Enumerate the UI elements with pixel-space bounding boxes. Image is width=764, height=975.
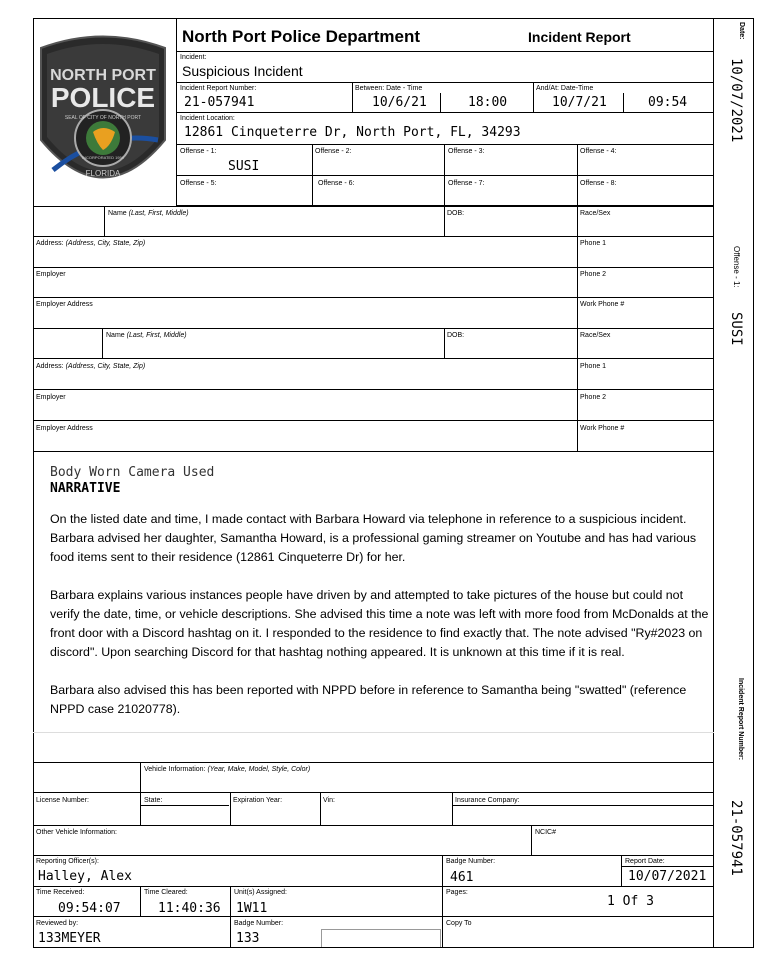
department-title: North Port Police Department (182, 27, 421, 46)
between-time: 18:00 (468, 95, 508, 110)
incident-label: Incident: (180, 54, 207, 61)
offense-1-value: SUSI (228, 159, 260, 174)
badge-state-text: FLORIDA (85, 169, 121, 178)
reporting-officer-label: Reporting Officer(s): (36, 858, 99, 865)
vehicle-info-label: Vehicle Information: (Year, Make, Model, Style, Color) (144, 766, 311, 773)
reviewed-by-value: 133MEYER (38, 931, 101, 946)
person2-phone1-label: Phone 1 (580, 363, 607, 370)
narrative-paragraph-2: Barbara explains various instances people have driven by and attempted to take pictures of the house but could not verify the date, time, or vehicle descriptions. She advised this time a note was left with more food from McDonalds at the front door with a Discord hashtag on it. I responded to the residence to find exactly that. The note advised "Ry#2023 on discord". Upon searching Discord for that hashtag nothing appeared. It is unknown at this time if it is real. (50, 588, 709, 659)
side-date-value: 10/07/2021 (728, 58, 744, 143)
offense-7-label: Offense - 7: (448, 180, 485, 187)
expiration-year-label: Expiration Year: (233, 797, 283, 804)
reviewer-badge-box (321, 929, 441, 947)
person1-address-label: Address: (Address, City, State, Zip) (36, 240, 146, 247)
copy-to-label: Copy To (446, 920, 472, 927)
offense-3-label: Offense - 3: (448, 148, 485, 155)
person1-name-label: Name (Last, First, Middle) (108, 210, 189, 217)
units-assigned-label: Unit(s) Assigned: (234, 889, 287, 896)
narrative-heading: NARRATIVE (50, 481, 121, 496)
incident-value: Suspicious Incident (182, 63, 303, 79)
person2-employer-label: Employer (36, 394, 66, 401)
person2-phone2-label: Phone 2 (580, 394, 607, 401)
pages-label: Pages: (446, 889, 468, 896)
license-number-label: License Number: (36, 797, 89, 804)
report-type-title: Incident Report (528, 29, 631, 45)
insurance-company-label: Insurance Company: (455, 797, 520, 804)
offense-1-label: Offense - 1: (180, 148, 217, 155)
vin-label: Vin: (323, 797, 335, 804)
reviewer-badge-label: Badge Number: (234, 920, 284, 927)
person2-address-label: Address: (Address, City, State, Zip) (36, 363, 146, 370)
pages-value: 1 Of 3 (607, 894, 654, 909)
officer-badge-value: 461 (450, 870, 474, 885)
time-cleared-label: Time Cleared: (144, 889, 188, 896)
report-date-label: Report Date: (625, 858, 665, 865)
side-report-number-label: Incident Report Number: (737, 678, 744, 761)
between-date: 10/6/21 (372, 95, 427, 110)
units-assigned-value: 1W11 (236, 901, 268, 916)
police-badge-logo (33, 20, 173, 206)
person1-phone2-label: Phone 2 (580, 271, 607, 278)
narrative-paragraph-1: On the listed date and time, I made contact with Barbara Howard via telephone in reference to a suspicious incident. Barbara advised her daughter, Samantha Howard, is a professional gaming streamer on Youtube and has had various food items sent to their residence (12861 Cinqueterre Dr) for her. (50, 512, 697, 564)
reporting-officer-value: Halley, Alex (38, 869, 132, 884)
time-received-value: 09:54:07 (58, 901, 121, 916)
side-offense-value: SUSI (728, 312, 744, 346)
reviewed-by-label: Reviewed by: (36, 920, 79, 927)
and-at-date: 10/7/21 (552, 95, 607, 110)
report-number-label: Incident Report Number: (180, 85, 257, 92)
location-label: Incident Location: (180, 115, 235, 122)
reviewer-badge-value: 133 (236, 931, 260, 946)
time-cleared-value: 11:40:36 (158, 901, 221, 916)
badge-main-text: POLICE (50, 82, 156, 113)
side-report-number-value: 21-057941 (728, 800, 744, 876)
body-worn-camera-note: Body Worn Camera Used (50, 465, 215, 480)
person1-work-phone-label: Work Phone # (580, 301, 625, 308)
person2-work-phone-label: Work Phone # (580, 425, 625, 432)
person2-dob-label: DOB: (447, 332, 465, 339)
person1-dob-label: DOB: (447, 210, 465, 217)
person2-name-label: Name (Last, First, Middle) (106, 332, 187, 339)
badge-incorporated-text: INCORPORATED 1959 (82, 155, 124, 160)
person1-employer-address-label: Employer Address (36, 301, 93, 308)
narrative-paragraph-3: Barbara also advised this has been reported with NPPD before in reference to Samantha being "swatted" (reference NPPD case 21020778). (50, 683, 687, 716)
person1-employer-label: Employer (36, 271, 66, 278)
person1-race-sex-label: Race/Sex (580, 210, 611, 217)
side-date-label: Date: (738, 22, 745, 40)
offense-6-label: Offense - 6: (318, 180, 355, 187)
other-vehicle-info-label: Other Vehicle Information: (36, 829, 117, 836)
person1-phone1-label: Phone 1 (580, 240, 607, 247)
narrative-body (50, 510, 710, 738)
offense-2-label: Offense - 2: (315, 148, 352, 155)
and-at-time: 09:54 (648, 95, 688, 110)
person2-race-sex-label: Race/Sex (580, 332, 611, 339)
offense-4-label: Offense - 4: (580, 148, 617, 155)
person2-employer-address-label: Employer Address (36, 425, 93, 432)
side-offense-label: Offense - 1: (732, 246, 741, 288)
offense-5-label: Offense - 5: (180, 180, 217, 187)
report-date-value: 10/07/2021 (628, 869, 707, 884)
time-received-label: Time Received: (36, 889, 85, 896)
officer-badge-label: Badge Number: (446, 858, 496, 865)
state-label: State: (144, 797, 163, 804)
location-value: 12861 Cinqueterre Dr, North Port, FL, 34293 (184, 125, 521, 140)
ncic-label: NCIC# (535, 829, 557, 836)
between-label: Between: Date - Time (355, 85, 423, 92)
badge-top-text: NORTH PORT (50, 67, 156, 84)
badge-seal-text: SEAL OF CITY OF NORTH PORT (64, 115, 142, 121)
offense-8-label: Offense - 8: (580, 180, 617, 187)
and-at-label: And/At: Date-Time (536, 85, 594, 92)
report-number-value: 21-057941 (184, 95, 255, 110)
